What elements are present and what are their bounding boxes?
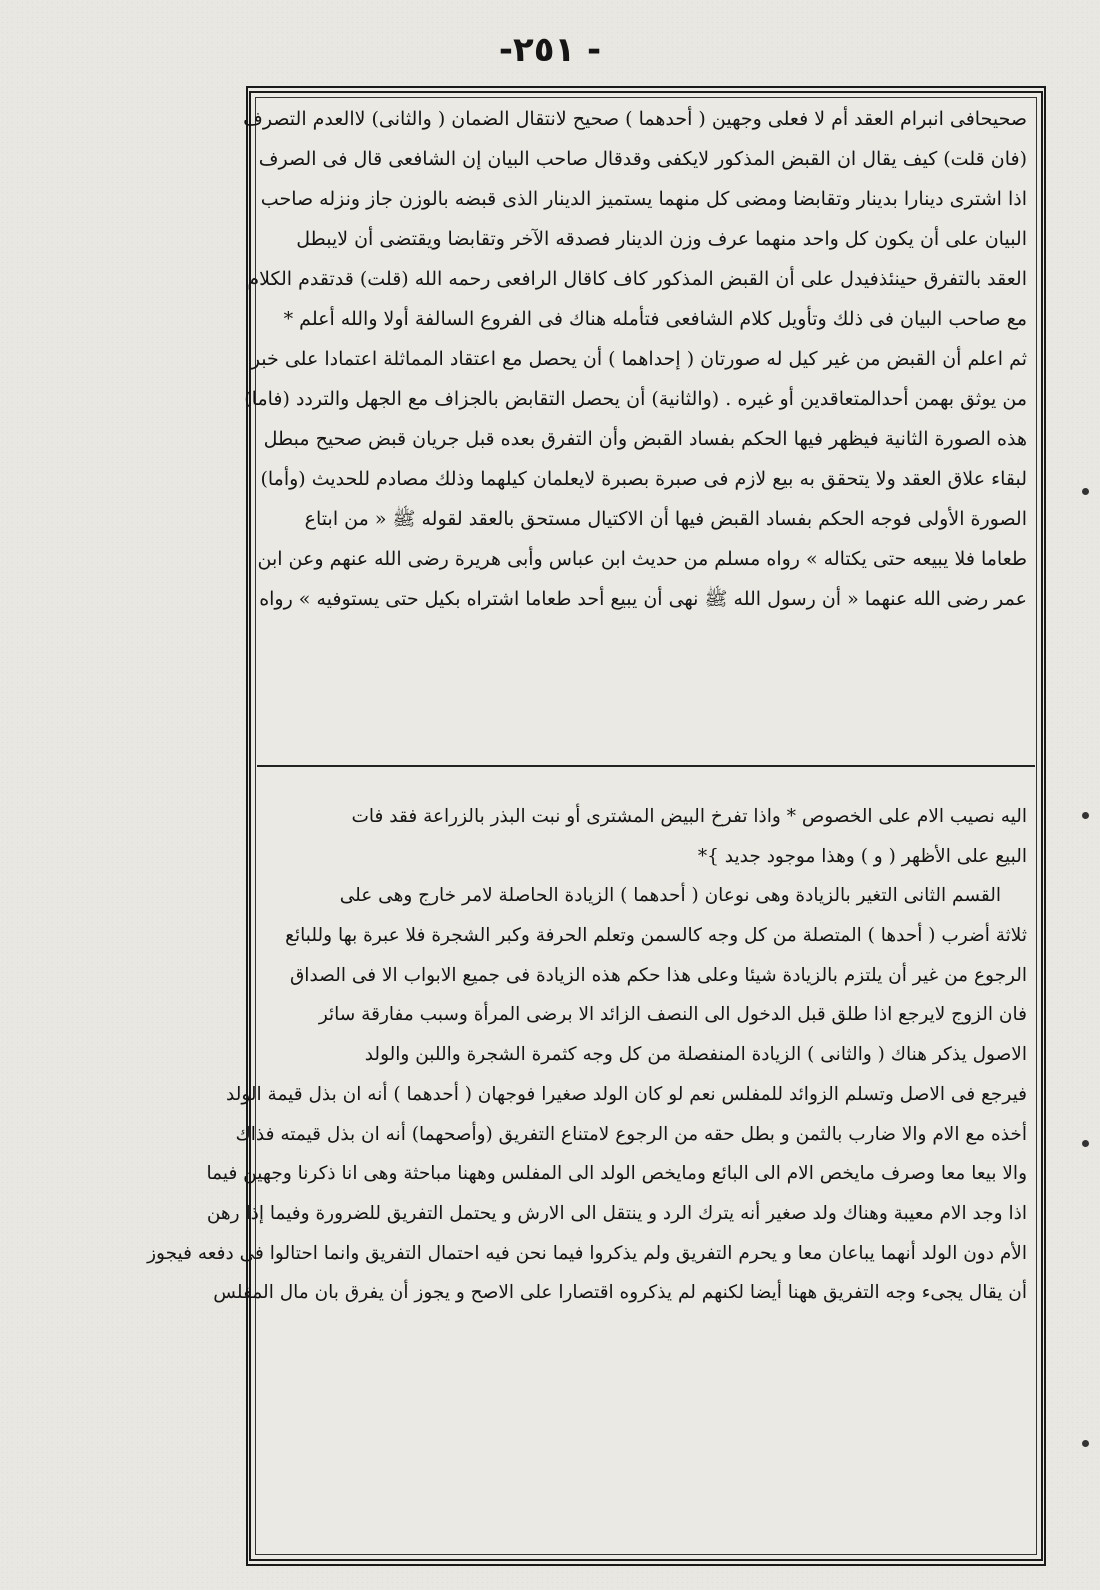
main-line: عمر رضى الله عنهما « أن رسول الله ﷺ نهى أن يبيع أحد طعاما اشتراه بكيل حتى يستوفيه » رواه: [259, 588, 1027, 610]
footnote-line: القسم الثانى التغير بالزيادة وهى نوعان ( أحدهما ) الزيادة الحاصلة لامر خارج وهى على: [339, 885, 1001, 907]
main-text: [243, 99, 1027, 619]
footnote-line: أن يقال يجىء وجه التفريق ههنا أيضا لكنهم لم يذكروه اقتصارا على الاصح و يجوز أن يفرق بان مال المفلس: [213, 1282, 1027, 1304]
main-line: مع صاحب البيان فى ذلك وتأويل كلام الشافعى فتأمله هناك فى الفروع السالفة أولا والله أعلم *: [283, 308, 1027, 330]
footnote-divider: [257, 765, 1035, 767]
margin-speck: [1082, 1440, 1089, 1447]
footnote-line: فان الزوج لايرجع اذا طلق قبل الدخول الى النصف الزائد الا برضى المرأة وسبب مفارقة سائر: [318, 1004, 1027, 1026]
main-line: من يوثق بهمن أحدالمتعاقدين أو غيره . (والثانية) أن يحصل التقابض بالجزاف مع الجهل والتردد (فاما): [244, 388, 1027, 410]
page-number: -٢٥١ -: [498, 30, 602, 70]
footnote-line: اذا وجد الام معيبة وهناك ولد صغير أنه يترك الرد و ينتقل الى الارش و يحتمل التفريق للضرورة وفيما إذا رهن: [206, 1202, 1027, 1224]
margin-speck: [1082, 812, 1089, 819]
main-line: البيان على أن يكون كل واحد منهما عرف وزن الدينار فصدقه الآخر وتقابضا ويقتضى أن لايبطل: [296, 228, 1027, 250]
main-line: العقد بالتفرق حينئذفيدل على أن القبض المذكور كاف كاقال الرافعى رحمه الله (قلت) قدتقدم الكلام: [247, 268, 1027, 290]
main-line: صحيحافى انبرام العقد أم لا فعلى وجهين ( أحدهما ) صحيح لانتقال الضمان ( والثانى) لاالعدم التصرف: [243, 108, 1027, 130]
footnote-line: اليه نصيب الام على الخصوص * واذا تفرخ البيض المشترى أو نبت البذر بالزراعة فقد فات: [351, 806, 1027, 827]
footnote-line: الرجوع من غير أن يلتزم بالزيادة شيئا وعلى هذا حكم هذه الزيادة فى جميع الابواب الا فى الصداق: [289, 964, 1027, 986]
footnote-line: أخذه مع الام والا ضارب بالثمن و بطل حقه من الرجوع لامتناع التفريق (وأصحهما) أنه ان بذل قيمته فذاك: [235, 1123, 1027, 1145]
main-line: اذا اشترى دينارا بدينار وتقابضا ومضى كل منهما يستميز الدينار الذى قبضه بالوزن جاز ونزله صاحب: [260, 188, 1027, 210]
main-line: (فان قلت) كيف يقال ان القبض المذكور لايكفى وقدقال صاحب البيان إن الشافعى قال فى الصرف: [258, 148, 1027, 170]
footnote-line: ثلاثة أضرب ( أحدها ) المتصلة من كل وجه كالسمن وتعلم الحرفة وكبر الشجرة فلا عبرة بها وللبائع: [285, 925, 1027, 947]
margin-speck: [1082, 1140, 1089, 1147]
page-frame: [147, 86, 1046, 1566]
footnote-line: البيع على الأظهر ( و ) وهذا موجود جديد }*: [697, 845, 1027, 867]
main-line: الصورة الأولى فوجه الحكم بفساد القبض فيها أن الاكتيال مستحق بالعقد لقوله ﷺ « من ابتاع: [304, 508, 1027, 530]
main-line: هذه الصورة الثانية فيظهر فيها الحكم بفساد القبض وأن التفرق بعده قبل جريان قبض صحيح مبطل: [263, 428, 1027, 450]
footnote-line: والا بيعا معا وصرف مايخص الام الى البائع ومايخص الولد الى المفلس وههنا مباحثة وهى انا ذكرنا وجهين فيما: [206, 1163, 1027, 1185]
main-line: طعاما فلا يبيعه حتى يكتاله » رواه مسلم من حديث ابن عباس وأبى هريرة رضى الله عنهم وعن ابن: [257, 548, 1027, 570]
main-line: لبقاء علاق العقد ولا يتحقق به بيع لازم فى صبرة بصبرة لايعلمان كيلهما وذلك مصادم للحديث (وأما): [260, 468, 1027, 490]
margin-speck: [1082, 488, 1089, 495]
main-line: ثم اعلم أن القبض من غير كيل له صورتان ( إحداهما ) أن يحصل مع اعتقاد المماثلة اعتمادا على خبر: [250, 348, 1027, 370]
footnote-line: الأم دون الولد أنهما يباعان معا و يحرم التفريق ولم يذكروا فيما نحن فيه احتمال التفريق وانما احتالوا فى دفعه فيجوز: [147, 1242, 1027, 1264]
footnote-line: فيرجع فى الاصل وتسلم الزوائد للمفلس نعم لو كان الولد صغيرا فوجهان ( أحدهما ) أنه ان بذل قيمة الولد: [226, 1083, 1027, 1105]
footnote-line: الاصول يذكر هناك ( والثانى ) الزيادة المنفصلة من كل وجه كثمرة الشجرة واللبن والولد: [364, 1044, 1027, 1066]
footnote-text: [147, 797, 1027, 1313]
